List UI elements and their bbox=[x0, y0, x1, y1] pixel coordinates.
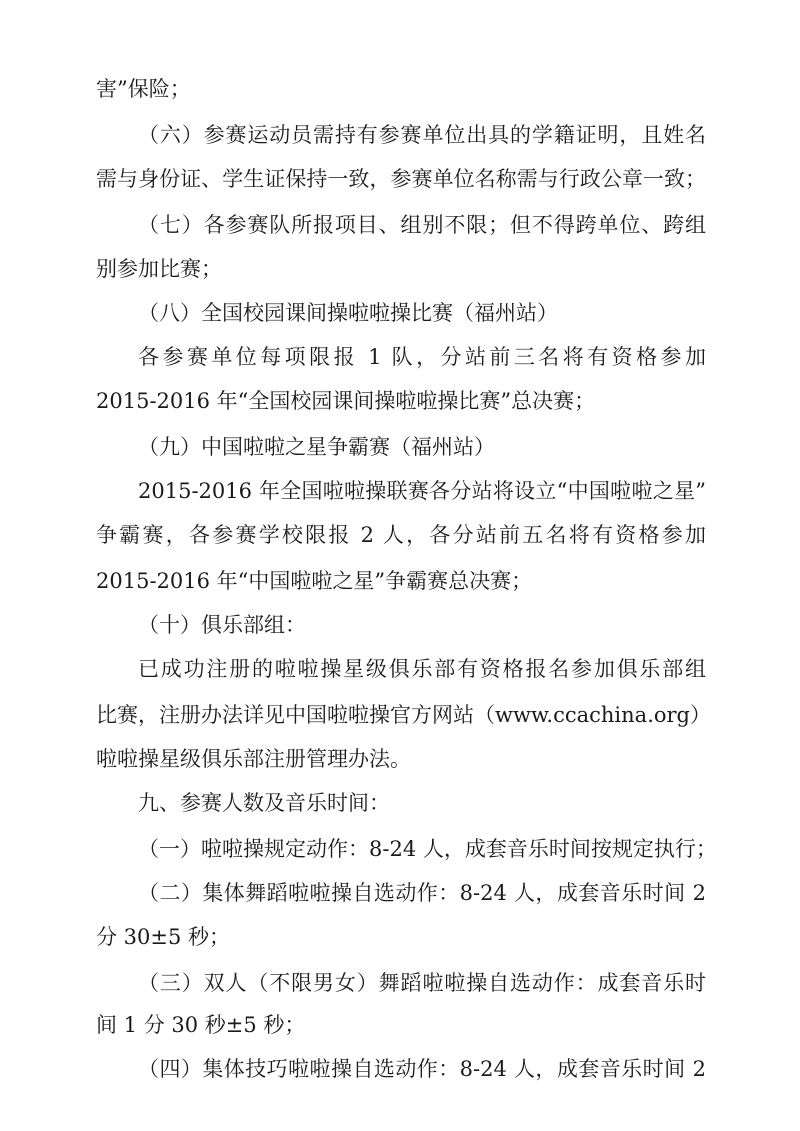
text-line: （四）集体技巧啦啦操自选动作：8-24 人，成套音乐时间 2 bbox=[138, 1057, 706, 1081]
text-line: （七）各参赛队所报项目、组别不限；但不得跨单位、跨组 bbox=[138, 213, 706, 237]
text-line: （一）啦啦操规定动作：8-24 人，成套音乐时间按规定执行； bbox=[138, 837, 717, 861]
text-line: 害”保险； bbox=[96, 77, 191, 101]
text-line: 需与身份证、学生证保持一致，参赛单位名称需与行政公章一致； bbox=[96, 167, 706, 191]
text-line: （二）集体舞蹈啦啦操自选动作：8-24 人，成套音乐时间 2 bbox=[138, 881, 706, 905]
text-line: 别参加比赛； bbox=[96, 257, 222, 281]
text-line: 九、参赛人数及音乐时间： bbox=[138, 791, 390, 815]
text-line: （三）双人（不限男女）舞蹈啦啦操自选动作：成套音乐时 bbox=[138, 971, 706, 995]
text-line: 2015-2016 年全国啦啦操联赛各分站将设立“中国啦啦之星” bbox=[138, 479, 706, 503]
text-line: （十）俱乐部组： bbox=[138, 613, 306, 637]
text-line: 已成功注册的啦啦操星级俱乐部有资格报名参加俱乐部组 bbox=[138, 657, 706, 681]
text-line: （八）全国校园课间操啦啦操比赛（福州站） bbox=[138, 301, 558, 325]
text-line: 2015-2016 年“全国校园课间操啦啦操比赛”总决赛； bbox=[96, 389, 596, 413]
text-line: （六）参赛运动员需持有参赛单位出具的学籍证明，且姓名 bbox=[138, 123, 706, 147]
text-line: 啦啦操星级俱乐部注册管理办法。 bbox=[96, 747, 411, 771]
text-line: （九）中国啦啦之星争霸赛（福州站） bbox=[138, 435, 495, 459]
text-line: 间 1 分 30 秒±5 秒； bbox=[96, 1013, 306, 1037]
text-line: 争霸赛，各参赛学校限报 2 人，各分站前五名将有资格参加 bbox=[96, 523, 706, 547]
text-line: 比赛，注册办法详见中国啦啦操官方网站（www.ccachina.org） bbox=[96, 703, 711, 727]
text-line: 2015-2016 年“中国啦啦之星”争霸赛总决赛； bbox=[96, 569, 533, 593]
text-line: 分 30±5 秒； bbox=[96, 925, 231, 949]
text-line: 各参赛单位每项限报 1 队，分站前三名将有资格参加 bbox=[138, 345, 706, 369]
